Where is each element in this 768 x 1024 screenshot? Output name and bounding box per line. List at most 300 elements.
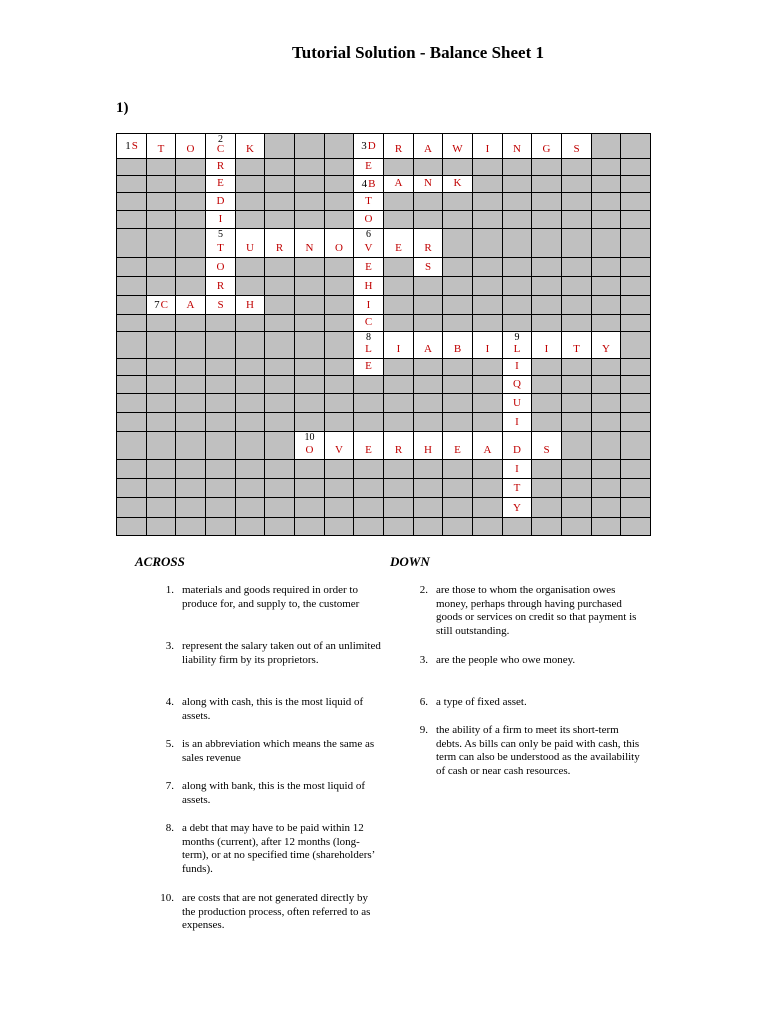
crossword-cell-letter	[206, 159, 236, 176]
crossword-cell-letter	[295, 229, 325, 258]
crossword-cell-blank	[354, 394, 384, 413]
crossword-cell-blank	[473, 176, 503, 193]
crossword-cell-blank	[384, 518, 414, 536]
crossword-cell-blank	[621, 460, 651, 479]
crossword-cell-blank	[117, 315, 147, 332]
crossword-cell-blank	[532, 359, 562, 376]
crossword-cell-blank	[236, 315, 265, 332]
clue-number: 9.	[419, 724, 428, 736]
crossword-cell-blank	[295, 518, 325, 536]
crossword-cell-blank	[147, 211, 176, 229]
crossword-letter: S	[543, 444, 550, 456]
crossword-cell-blank	[473, 159, 503, 176]
crossword-cell-blank	[354, 518, 384, 536]
crossword-cell-blank	[443, 315, 473, 332]
crossword-cell-blank	[325, 134, 354, 159]
crossword-cell-blank	[147, 277, 176, 296]
crossword-cell-letter	[532, 432, 562, 460]
clue-text: the ability of a firm to meet its short-term debts. As bills can only be paid with cash, this term can also be understood as the availability of cash or near cash resources.	[436, 724, 640, 777]
crossword-cell-blank	[443, 229, 473, 258]
crossword-cell-blank	[176, 460, 206, 479]
crossword-clue-number: 5	[218, 229, 223, 240]
crossword-cell-blank	[621, 211, 651, 229]
crossword-cell-blank	[176, 498, 206, 518]
crossword-clue-number: 4	[361, 178, 368, 190]
crossword-cell-blank	[562, 277, 592, 296]
crossword-cell-letter	[206, 176, 236, 193]
crossword-cell-letter	[503, 432, 532, 460]
crossword-letter: T	[217, 242, 224, 254]
crossword-cell-letter	[443, 176, 473, 193]
crossword-cell-letter	[384, 332, 414, 359]
crossword-cell-letter	[354, 359, 384, 376]
crossword-cell-blank	[592, 479, 621, 498]
crossword-cell-blank	[117, 432, 147, 460]
crossword-letter: I	[396, 343, 401, 355]
crossword-cell-blank	[265, 193, 295, 211]
crossword-cell-letter	[176, 134, 206, 159]
crossword-cell-blank	[443, 193, 473, 211]
question-number: 1)	[116, 100, 129, 116]
crossword-cell-blank	[592, 518, 621, 536]
crossword-cell-blank	[562, 460, 592, 479]
crossword-cell-blank	[325, 376, 354, 394]
crossword-cell-letter	[384, 134, 414, 159]
crossword-cell-letter	[206, 134, 236, 159]
crossword-cell-blank	[236, 211, 265, 229]
clue-text: a debt that may have to be paid within 12 months (current), after 12 months (long-term), or at no specified time (shareholders’ funds).	[182, 822, 375, 875]
crossword-letter: R	[394, 143, 403, 155]
crossword-clue-number: 10	[304, 432, 315, 443]
crossword-cell-blank	[176, 315, 206, 332]
crossword-cell-blank	[117, 479, 147, 498]
clue-text: materials and goods required in order to produce for, and supply to, the customer	[182, 584, 360, 610]
crossword-cell-blank	[147, 460, 176, 479]
crossword-letter: T	[573, 343, 580, 355]
crossword-letter: U	[513, 397, 521, 409]
crossword-cell-blank	[592, 134, 621, 159]
crossword-letter: Y	[513, 502, 521, 514]
crossword-cell-blank	[621, 296, 651, 315]
crossword-cell-blank	[117, 211, 147, 229]
crossword-cell-blank	[562, 432, 592, 460]
crossword-cell-blank	[592, 277, 621, 296]
crossword-cell-blank	[354, 479, 384, 498]
crossword-cell-blank	[503, 258, 532, 277]
crossword-cell-blank	[295, 315, 325, 332]
crossword-cell-blank	[117, 296, 147, 315]
crossword-cell-letter	[443, 134, 473, 159]
crossword-cell-blank	[562, 176, 592, 193]
crossword-cell-blank	[532, 258, 562, 277]
crossword-letter: A	[483, 444, 492, 456]
crossword-cell-blank	[443, 296, 473, 315]
crossword-cell-blank	[443, 159, 473, 176]
crossword-cell-blank	[265, 518, 295, 536]
crossword-letter: A	[186, 299, 195, 311]
crossword-cell-blank	[265, 134, 295, 159]
crossword-cell-blank	[562, 518, 592, 536]
crossword-cell-letter	[147, 134, 176, 159]
crossword-letter: V	[364, 242, 373, 254]
crossword-cell-blank	[414, 277, 443, 296]
crossword-cell-blank	[384, 211, 414, 229]
crossword-cell-blank	[295, 479, 325, 498]
crossword-cell-blank	[265, 296, 295, 315]
crossword-cell-blank	[206, 394, 236, 413]
crossword-cell-blank	[325, 332, 354, 359]
crossword-cell-blank	[325, 413, 354, 432]
crossword-letter: C	[160, 299, 168, 311]
crossword-cell-letter	[117, 134, 147, 159]
crossword-cell-blank	[147, 176, 176, 193]
crossword-cell-blank	[176, 277, 206, 296]
crossword-cell-blank	[621, 315, 651, 332]
crossword-cell-blank	[503, 277, 532, 296]
crossword-letter: A	[424, 143, 432, 155]
crossword-cell-blank	[117, 159, 147, 176]
crossword-cell-letter	[354, 159, 384, 176]
clue-text: along with cash, this is the most liquid of assets.	[182, 696, 364, 722]
crossword-cell-blank	[443, 258, 473, 277]
crossword-letter: H	[246, 299, 254, 311]
crossword-letter: O	[335, 242, 343, 254]
crossword-letter: C	[364, 316, 373, 328]
crossword-letter: E	[365, 160, 372, 172]
crossword-letter: N	[305, 242, 314, 254]
crossword-cell-blank	[384, 376, 414, 394]
crossword-clue-number: 8	[366, 332, 371, 343]
crossword-cell-blank	[295, 460, 325, 479]
crossword-cell-blank	[384, 413, 414, 432]
crossword-cell-blank	[295, 332, 325, 359]
crossword-cell-blank	[384, 315, 414, 332]
crossword-cell-blank	[147, 518, 176, 536]
crossword-letter: N	[513, 143, 521, 155]
crossword-cell-blank	[265, 460, 295, 479]
crossword-cell-blank	[117, 359, 147, 376]
crossword-cell-blank	[592, 460, 621, 479]
crossword-cell-blank	[176, 394, 206, 413]
clue-number: 7.	[165, 780, 174, 792]
crossword-letter: V	[335, 444, 343, 456]
crossword-letter: I	[515, 416, 519, 428]
crossword-cell-letter	[206, 211, 236, 229]
crossword-cell-blank	[532, 376, 562, 394]
crossword-cell-blank	[621, 176, 651, 193]
crossword-cell-blank	[532, 460, 562, 479]
crossword-cell-letter	[503, 479, 532, 498]
crossword-cell-blank	[621, 332, 651, 359]
crossword-cell-blank	[532, 479, 562, 498]
crossword-cell-letter	[354, 193, 384, 211]
crossword-cell-blank	[443, 479, 473, 498]
crossword-cell-blank	[503, 159, 532, 176]
crossword-cell-blank	[532, 229, 562, 258]
crossword-cell-blank	[295, 277, 325, 296]
crossword-cell-letter	[147, 296, 176, 315]
crossword-letter: Q	[513, 378, 521, 390]
crossword-letter: E	[365, 360, 372, 372]
crossword-cell-letter	[503, 498, 532, 518]
crossword-cell-blank	[117, 518, 147, 536]
crossword-cell-blank	[384, 258, 414, 277]
crossword-cell-blank	[562, 479, 592, 498]
crossword-cell-blank	[147, 498, 176, 518]
crossword-cell-blank	[147, 258, 176, 277]
crossword-cell-blank	[236, 193, 265, 211]
crossword-cell-blank	[325, 518, 354, 536]
crossword-cell-blank	[532, 394, 562, 413]
crossword-numbered-letter	[117, 134, 146, 158]
crossword-cell-blank	[206, 332, 236, 359]
crossword-cell-letter	[414, 134, 443, 159]
crossword-cell-blank	[325, 359, 354, 376]
crossword-cell-letter	[414, 229, 443, 258]
crossword-letter: D	[513, 444, 521, 456]
crossword-letter: H	[364, 280, 373, 292]
crossword-cell-blank	[473, 258, 503, 277]
crossword-cell-blank	[236, 176, 265, 193]
crossword-cell-letter	[354, 176, 384, 193]
page-title: Tutorial Solution - Balance Sheet 1	[291, 43, 545, 62]
crossword-cell-blank	[532, 277, 562, 296]
crossword-cell-blank	[443, 277, 473, 296]
crossword-cell-blank	[473, 315, 503, 332]
crossword-cell-blank	[117, 332, 147, 359]
crossword-cell-blank	[621, 359, 651, 376]
crossword-letter: G	[542, 143, 551, 155]
crossword-letter: S	[131, 140, 138, 152]
crossword-cell-letter	[443, 432, 473, 460]
crossword-cell-blank	[236, 460, 265, 479]
crossword-cell-letter	[354, 277, 384, 296]
crossword-cell-blank	[325, 258, 354, 277]
crossword-cell-blank	[206, 432, 236, 460]
crossword-cell-blank	[147, 193, 176, 211]
clue-text: are the people who owe money.	[436, 654, 576, 666]
crossword-cell-blank	[592, 258, 621, 277]
crossword-cell-blank	[473, 460, 503, 479]
crossword-cell-letter	[473, 134, 503, 159]
crossword-letter: S	[573, 143, 580, 155]
crossword-cell-blank	[176, 359, 206, 376]
crossword-grid	[116, 133, 651, 536]
crossword-cell-blank	[147, 359, 176, 376]
crossword-letter: L	[513, 343, 521, 355]
crossword-letter: T	[365, 195, 372, 207]
crossword-letter: D	[216, 195, 225, 207]
crossword-cell-letter	[325, 229, 354, 258]
crossword-cell-blank	[325, 394, 354, 413]
crossword-cell-blank	[621, 258, 651, 277]
crossword-cell-letter	[206, 296, 236, 315]
crossword-cell-letter	[473, 432, 503, 460]
crossword-cell-blank	[532, 211, 562, 229]
crossword-clue-number: 9	[514, 332, 520, 343]
crossword-cell-blank	[414, 159, 443, 176]
crossword-cell-letter	[236, 134, 265, 159]
crossword-cell-blank	[265, 376, 295, 394]
crossword-letter: U	[246, 242, 254, 254]
clue-number: 2.	[419, 584, 428, 596]
crossword-cell-blank	[325, 315, 354, 332]
crossword-cell-blank	[621, 193, 651, 211]
crossword-cell-blank	[147, 229, 176, 258]
crossword-clue-number: 6	[366, 229, 371, 240]
crossword-cell-blank	[621, 159, 651, 176]
crossword-cell-blank	[295, 159, 325, 176]
crossword-cell-blank	[265, 211, 295, 229]
clue-number: 8.	[165, 822, 174, 834]
crossword-cell-blank	[236, 376, 265, 394]
crossword-cell-blank	[117, 277, 147, 296]
crossword-cell-blank	[443, 376, 473, 394]
crossword-cell-blank	[621, 277, 651, 296]
crossword-cell-letter	[503, 413, 532, 432]
crossword-cell-blank	[265, 394, 295, 413]
crossword-cell-blank	[265, 432, 295, 460]
crossword-cell-letter	[354, 258, 384, 277]
crossword-cell-blank	[265, 277, 295, 296]
crossword-letter: Y	[602, 343, 610, 355]
crossword-cell-blank	[176, 176, 206, 193]
crossword-cell-letter	[503, 332, 532, 359]
crossword-cell-blank	[562, 296, 592, 315]
crossword-cell-blank	[206, 359, 236, 376]
crossword-cell-blank	[592, 176, 621, 193]
clue-text: a type of fixed asset.	[436, 696, 527, 708]
crossword-cell-blank	[354, 498, 384, 518]
crossword-cell-blank	[473, 498, 503, 518]
crossword-cell-blank	[295, 134, 325, 159]
crossword-letter: E	[454, 444, 461, 456]
across-heading: ACROSS	[135, 554, 185, 569]
crossword-cell-blank	[562, 498, 592, 518]
crossword-cell-blank	[206, 498, 236, 518]
crossword-cell-blank	[414, 479, 443, 498]
crossword-cell-blank	[176, 518, 206, 536]
crossword-cell-letter	[354, 332, 384, 359]
crossword-cell-blank	[354, 413, 384, 432]
crossword-cell-blank	[384, 277, 414, 296]
crossword-cell-letter	[503, 134, 532, 159]
crossword-cell-blank	[236, 258, 265, 277]
crossword-cell-blank	[443, 460, 473, 479]
crossword-letter: O	[305, 444, 314, 456]
crossword-cell-blank	[236, 277, 265, 296]
crossword-cell-blank	[621, 413, 651, 432]
crossword-cell-letter	[206, 229, 236, 258]
crossword-cell-blank	[236, 394, 265, 413]
crossword-cell-blank	[621, 498, 651, 518]
clue-number: 1.	[165, 584, 174, 596]
crossword-cell-blank	[176, 159, 206, 176]
crossword-cell-blank	[265, 332, 295, 359]
crossword-cell-blank	[443, 518, 473, 536]
crossword-cell-blank	[354, 376, 384, 394]
crossword-letter: I	[544, 343, 549, 355]
crossword-cell-blank	[295, 413, 325, 432]
crossword-cell-blank	[414, 518, 443, 536]
crossword-letter: I	[515, 463, 519, 475]
crossword-cell-blank	[117, 193, 147, 211]
crossword-cell-blank	[592, 296, 621, 315]
crossword-cell-blank	[236, 518, 265, 536]
crossword-cell-letter	[295, 432, 325, 460]
crossword-letter: R	[216, 280, 225, 292]
crossword-letter: E	[365, 444, 372, 456]
crossword-cell-letter	[503, 394, 532, 413]
crossword-cell-blank	[117, 176, 147, 193]
crossword-cell-blank	[503, 176, 532, 193]
crossword-cell-letter	[414, 258, 443, 277]
crossword-cell-letter	[354, 211, 384, 229]
crossword-cell-blank	[592, 193, 621, 211]
crossword-cell-blank	[295, 211, 325, 229]
crossword-cell-blank	[325, 159, 354, 176]
crossword-cell-blank	[265, 359, 295, 376]
crossword-cell-blank	[236, 332, 265, 359]
crossword-cell-blank	[414, 211, 443, 229]
crossword-cell-blank	[176, 211, 206, 229]
crossword-letter: K	[246, 143, 254, 155]
crossword-cell-blank	[295, 376, 325, 394]
crossword-cell-blank	[117, 498, 147, 518]
crossword-cell-blank	[414, 296, 443, 315]
crossword-cell-blank	[147, 479, 176, 498]
crossword-clue-number: 3	[361, 140, 367, 152]
crossword-cell-blank	[295, 498, 325, 518]
crossword-cell-letter	[414, 176, 443, 193]
crossword-cell-blank	[206, 315, 236, 332]
crossword-cell-blank	[384, 359, 414, 376]
clue-text: represent the salary taken out of an unlimited liability firm by its proprietors.	[182, 640, 381, 666]
crossword-cell-blank	[503, 296, 532, 315]
crossword-cell-blank	[592, 315, 621, 332]
crossword-cell-blank	[117, 394, 147, 413]
crossword-letter: E	[365, 261, 372, 273]
crossword-cell-blank	[384, 460, 414, 479]
crossword-cell-blank	[176, 479, 206, 498]
clue-number: 3.	[419, 654, 428, 666]
crossword-cell-blank	[295, 258, 325, 277]
crossword-cell-blank	[384, 498, 414, 518]
crossword-numbered-letter	[354, 176, 383, 192]
crossword-cell-blank	[562, 211, 592, 229]
crossword-cell-blank	[532, 518, 562, 536]
crossword-cell-blank	[265, 176, 295, 193]
crossword-clue-number: 2	[218, 134, 223, 145]
crossword-letter: E	[217, 177, 224, 189]
crossword-cell-letter	[176, 296, 206, 315]
crossword-cell-letter	[443, 332, 473, 359]
crossword-clue-number: 1	[125, 140, 131, 152]
crossword-cell-letter	[236, 296, 265, 315]
crossword-cell-blank	[532, 413, 562, 432]
crossword-letter: R	[275, 242, 284, 254]
crossword-cell-letter	[206, 258, 236, 277]
crossword-cell-blank	[236, 159, 265, 176]
crossword-cell-blank	[265, 498, 295, 518]
crossword-cell-blank	[532, 159, 562, 176]
crossword-cell-blank	[206, 413, 236, 432]
down-heading: DOWN	[390, 554, 430, 569]
crossword-cell-blank	[147, 413, 176, 432]
crossword-cell-blank	[117, 413, 147, 432]
crossword-cell-blank	[592, 376, 621, 394]
crossword-letter: A	[394, 177, 403, 189]
